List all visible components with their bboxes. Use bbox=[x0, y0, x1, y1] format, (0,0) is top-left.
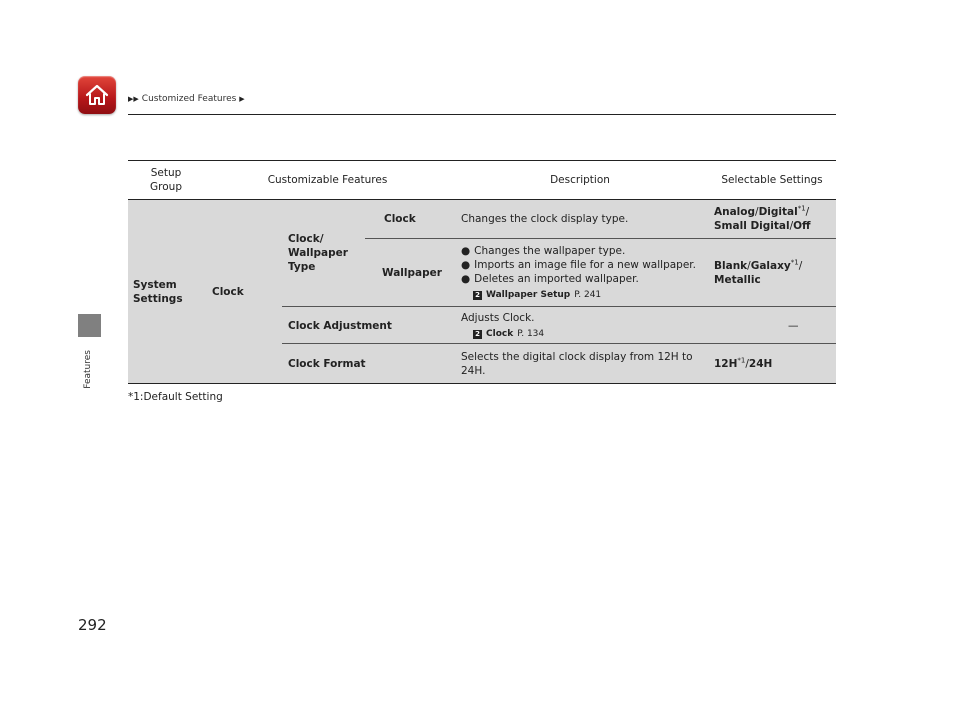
reference-link[interactable] bbox=[473, 327, 701, 341]
header-setup-group: Setup Group bbox=[150, 167, 182, 193]
settings-clock-format bbox=[714, 357, 834, 371]
triangle-right-icon: ▶▶ bbox=[128, 95, 139, 103]
description-clock-format: Selects the digital clock display from 12H to 24H. bbox=[461, 351, 693, 377]
default-mark: *1 bbox=[737, 356, 746, 365]
reference-page: P. 134 bbox=[517, 329, 545, 339]
description-clock-adjustment bbox=[461, 311, 701, 341]
feature-clock: Clock bbox=[384, 213, 416, 225]
setting-12h: 12H bbox=[714, 358, 738, 370]
breadcrumb-section[interactable]: Customized Features bbox=[141, 94, 237, 104]
reference-label: Wallpaper Setup bbox=[486, 290, 571, 300]
table-top-rule bbox=[128, 160, 836, 161]
reference-page: P. 241 bbox=[574, 290, 602, 300]
home-icon bbox=[84, 83, 110, 107]
separator: / bbox=[747, 260, 751, 272]
separator: / bbox=[805, 206, 810, 218]
setting-metallic: Metallic bbox=[714, 274, 761, 286]
setting-off: Off bbox=[793, 220, 811, 232]
header-customizable-features: Customizable Features bbox=[267, 174, 388, 186]
setting-galaxy: Galaxy bbox=[750, 260, 791, 272]
home-button[interactable] bbox=[78, 76, 116, 114]
breadcrumb bbox=[128, 94, 245, 104]
feature-clock-adjustment: Clock Adjustment bbox=[288, 320, 392, 332]
setting-24h: 24H bbox=[748, 358, 773, 370]
description-clock: Changes the clock display type. bbox=[461, 213, 629, 225]
reference-arrow-icon: 2 bbox=[473, 330, 482, 339]
settings-wallpaper bbox=[714, 259, 834, 287]
separator: / bbox=[745, 358, 749, 370]
default-mark: *1 bbox=[790, 258, 799, 267]
feature-clock-format: Clock Format bbox=[288, 358, 366, 370]
header-description: Description bbox=[550, 174, 610, 186]
header-selectable-settings: Selectable Settings bbox=[721, 174, 823, 186]
bullet-text: Imports an image file for a new wallpaper. bbox=[474, 259, 696, 271]
feature-clock-wallpaper-type: Clock/ Wallpaper Type bbox=[288, 233, 348, 273]
setting-small-digital: Small Digital bbox=[714, 220, 790, 232]
bullet-text: Deletes an imported wallpaper. bbox=[474, 273, 639, 285]
settings-clock bbox=[714, 205, 834, 233]
footnote: *1:Default Setting bbox=[128, 391, 223, 403]
row-divider bbox=[282, 306, 836, 307]
setting-analog: Analog bbox=[714, 206, 756, 218]
bullet-text: Changes the wallpaper type. bbox=[474, 245, 626, 257]
bullet-icon: ● bbox=[461, 245, 471, 257]
feature-wallpaper: Wallpaper bbox=[382, 267, 442, 279]
group-system-settings: System Settings bbox=[133, 279, 183, 305]
table-bottom-rule bbox=[128, 383, 836, 384]
row-divider bbox=[365, 238, 836, 239]
bullet-item bbox=[461, 272, 706, 286]
default-mark: *1 bbox=[797, 204, 806, 213]
separator: / bbox=[755, 206, 759, 218]
reference-arrow-icon: 2 bbox=[473, 291, 482, 300]
setting-blank: Blank bbox=[714, 260, 748, 272]
bullet-item bbox=[461, 244, 706, 258]
bullet-item bbox=[461, 258, 706, 272]
description-text: Adjusts Clock. bbox=[461, 312, 535, 324]
description-wallpaper bbox=[461, 244, 706, 302]
separator: / bbox=[798, 260, 803, 272]
separator: / bbox=[789, 220, 794, 232]
reference-link[interactable] bbox=[473, 288, 706, 302]
reference-label: Clock bbox=[486, 329, 514, 339]
bullet-icon: ● bbox=[461, 259, 471, 271]
header-bottom-rule bbox=[128, 199, 836, 200]
section-tab-label: Features bbox=[83, 350, 93, 389]
settings-clock-adjustment: — bbox=[788, 320, 799, 332]
triangle-right-icon: ▶ bbox=[239, 95, 245, 103]
setting-digital: Digital bbox=[758, 206, 798, 218]
section-tab-marker bbox=[78, 314, 101, 337]
page-number: 292 bbox=[78, 616, 107, 634]
bullet-icon: ● bbox=[461, 273, 471, 285]
header-rule bbox=[128, 114, 836, 115]
subgroup-clock: Clock bbox=[212, 286, 244, 298]
row-divider bbox=[282, 343, 836, 344]
